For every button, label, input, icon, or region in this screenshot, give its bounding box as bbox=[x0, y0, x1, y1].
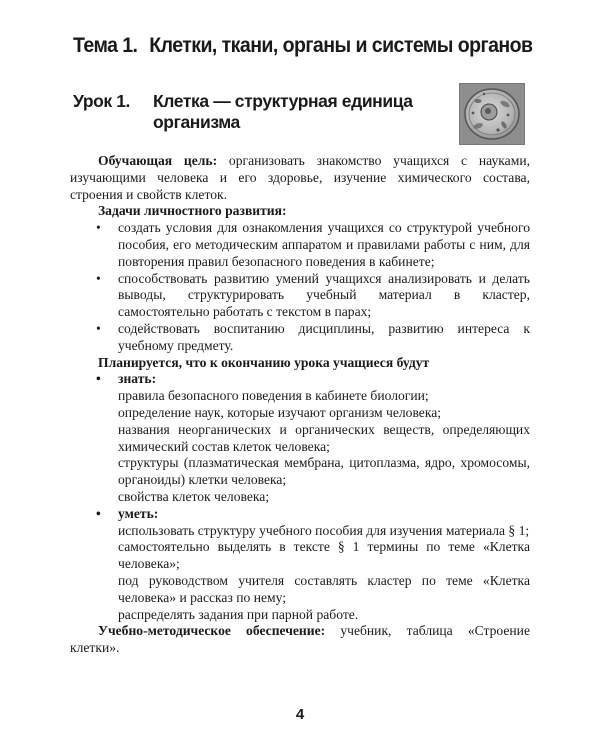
know-label: • знать: bbox=[96, 371, 157, 387]
lesson-plan-text bbox=[70, 153, 530, 657]
know-item: свойства клеток человека; bbox=[118, 488, 270, 504]
know-item: правила безопасного поведения в кабинете биологии; bbox=[118, 388, 429, 404]
can-item: использовать структуру учебного пособия для изучения материала § 1; bbox=[118, 522, 530, 538]
can-label: • уметь: bbox=[96, 505, 159, 521]
can-item: распределять задания при парной работе. bbox=[118, 606, 359, 622]
support-text: учебник, таблица «Строение клетки». bbox=[70, 623, 530, 656]
lesson-title-text: Клетка — структурная единица организма bbox=[153, 91, 413, 132]
lesson-number: Урок 1. bbox=[73, 91, 131, 111]
task-item: • содействовать воспитанию дисциплины, развитию интереса к учебному предмету. bbox=[96, 320, 530, 353]
know-item: определение наук, которые изучают организм человека; bbox=[118, 404, 442, 420]
bullet-icon: • bbox=[96, 320, 101, 336]
task-item: • способствовать развитию умений учащихся анализировать и делать выводы, структурировать учебный материал в кластер, самостоятельно работать с текстом в парах; bbox=[96, 270, 530, 320]
cell-illustration-icon bbox=[459, 83, 525, 145]
topic-number: Тема 1. bbox=[73, 34, 138, 57]
bullet-icon: • bbox=[96, 505, 101, 521]
bullet-icon: • bbox=[96, 270, 101, 286]
topic-title-text: Клетки, ткани, органы и системы органов bbox=[149, 34, 533, 57]
know-item: структуры (плазматическая мембрана, цитоплазма, ядро, хромосомы, органоиды) клетки человека; bbox=[118, 455, 530, 488]
bullet-icon: • bbox=[96, 371, 101, 387]
outcomes-heading: Планируется, что к окончанию урока учащиеся будут bbox=[98, 354, 430, 370]
know-list bbox=[70, 388, 530, 506]
know-item: названия неорганических и органических веществ, определяющих химический состав клеток человека; bbox=[118, 421, 530, 454]
bullet-icon: • bbox=[96, 220, 101, 236]
support-label: Учебно-методическое обеспечение: bbox=[98, 623, 326, 639]
can-item: самостоятельно выделять в тексте § 1 термины по теме «Клетка человека»; bbox=[118, 539, 530, 572]
can-item: под руководством учителя составлять кластер по теме «Клетка человека» и рассказ по нему; bbox=[118, 572, 530, 605]
page-number: 4 bbox=[295, 706, 305, 723]
task-item: • создать условия для ознакомления учащихся со структурой учебного пособия, его методическим аппаратом и правилами работы с ним, для повторения правил безопасного поведения в кабинете; bbox=[96, 220, 530, 269]
goal-label: Обучающая цель: bbox=[98, 153, 218, 168]
can-list bbox=[70, 523, 530, 624]
topic-title bbox=[73, 34, 533, 58]
goal-text: организовать знакомство учащихся с науками, изучающими человека и его здоровье, изучение химического состава, строения и свойств клеток. bbox=[70, 153, 530, 202]
support-paragraph bbox=[70, 623, 530, 657]
tasks-heading: Задачи личностного развития: bbox=[98, 203, 287, 219]
goal-paragraph bbox=[70, 153, 530, 203]
